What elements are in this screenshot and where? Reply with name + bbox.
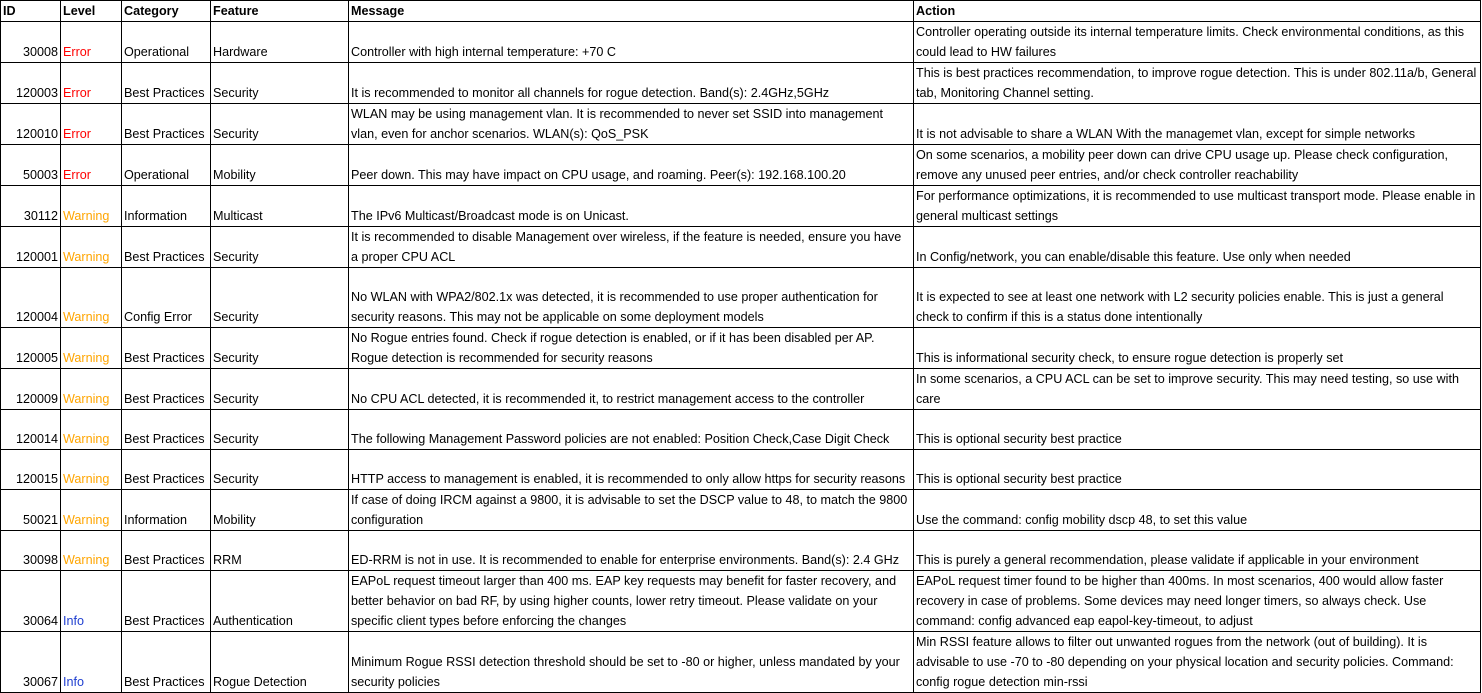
cell-level[interactable]: Info — [61, 632, 122, 693]
table-row — [1, 450, 1481, 490]
table-row — [1, 328, 1481, 369]
cell-category[interactable]: Best Practices — [122, 410, 211, 450]
cell-action[interactable]: On some scenarios, a mobility peer down can drive CPU usage up. Please check configuration, remove any unused peer entries, and/or check controller reachability — [914, 145, 1481, 186]
cell-id[interactable]: 120005 — [1, 328, 61, 369]
cell-level[interactable]: Warning — [61, 410, 122, 450]
cell-action[interactable]: In Config/network, you can enable/disable this feature. Use only when needed — [914, 227, 1481, 268]
cell-category[interactable]: Best Practices — [122, 632, 211, 693]
cell-action[interactable]: Use the command: config mobility dscp 48, to set this value — [914, 490, 1481, 531]
cell-feature[interactable]: Security — [211, 410, 349, 450]
cell-id[interactable]: 120004 — [1, 268, 61, 328]
cell-feature[interactable]: Mobility — [211, 490, 349, 531]
table-row — [1, 186, 1481, 227]
cell-level[interactable]: Error — [61, 104, 122, 145]
cell-action[interactable]: In some scenarios, a CPU ACL can be set to improve security. This may need testing, so use with care — [914, 369, 1481, 410]
cell-level[interactable]: Error — [61, 63, 122, 104]
table-row — [1, 268, 1481, 328]
cell-category[interactable]: Operational — [122, 145, 211, 186]
cell-action[interactable]: EAPoL request timer found to be higher than 400ms. In most scenarios, 400 would allow faster recovery in case of problems. Some devices may need longer timers, so always check. Use command: config advanced eap eapol-key-timeout, to adjust — [914, 571, 1481, 632]
cell-feature[interactable]: Security — [211, 268, 349, 328]
cell-feature[interactable]: Security — [211, 450, 349, 490]
cell-category[interactable]: Best Practices — [122, 531, 211, 571]
cell-action[interactable]: Min RSSI feature allows to filter out unwanted rogues from the network (out of building). It is advisable to use -70 to -80 depending on your physical location and security policies. Command: config rogue detection min-rssi — [914, 632, 1481, 693]
cell-message[interactable]: The following Management Password policies are not enabled: Position Check,Case Digit Check — [349, 410, 914, 450]
cell-action[interactable]: This is purely a general recommendation, please validate if applicable in your environment — [914, 531, 1481, 571]
cell-id[interactable]: 120009 — [1, 369, 61, 410]
cell-message[interactable]: EAPoL request timeout larger than 400 ms. EAP key requests may benefit for faster recovery, and better behavior on bad RF, by using higher counts, lower retry timeout. Please validate on your specific client types before enforcing the changes — [349, 571, 914, 632]
cell-message[interactable]: WLAN may be using management vlan. It is recommended to never set SSID into management vlan, even for anchor scenarios. WLAN(s): QoS_PSK — [349, 104, 914, 145]
cell-message[interactable]: Peer down. This may have impact on CPU usage, and roaming. Peer(s): 192.168.100.20 — [349, 145, 914, 186]
table-row — [1, 490, 1481, 531]
cell-action[interactable]: This is best practices recommendation, to improve rogue detection. This is under 802.11a/b, General tab, Monitoring Channel setting. — [914, 63, 1481, 104]
table-row — [1, 632, 1481, 693]
column-header-action[interactable]: Action — [914, 1, 1481, 22]
cell-feature[interactable]: RRM — [211, 531, 349, 571]
cell-level[interactable]: Warning — [61, 450, 122, 490]
cell-category[interactable]: Information — [122, 186, 211, 227]
cell-category[interactable]: Config Error — [122, 268, 211, 328]
cell-category[interactable]: Information — [122, 490, 211, 531]
cell-feature[interactable]: Rogue Detection — [211, 632, 349, 693]
table-body — [1, 22, 1481, 693]
cell-level[interactable]: Error — [61, 145, 122, 186]
cell-category[interactable]: Operational — [122, 22, 211, 63]
cell-action[interactable]: This is optional security best practice — [914, 450, 1481, 490]
cell-id[interactable]: 120001 — [1, 227, 61, 268]
cell-action[interactable]: It is expected to see at least one network with L2 security policies enable. This is just a general check to confirm if this is a status done intentionally — [914, 268, 1481, 328]
column-header-id[interactable]: ID — [1, 1, 61, 22]
table-row — [1, 227, 1481, 268]
cell-id[interactable]: 30067 — [1, 632, 61, 693]
cell-id[interactable]: 50003 — [1, 145, 61, 186]
table-row — [1, 145, 1481, 186]
cell-category[interactable]: Best Practices — [122, 328, 211, 369]
cell-category[interactable]: Best Practices — [122, 571, 211, 632]
cell-id[interactable]: 120015 — [1, 450, 61, 490]
column-header-level[interactable]: Level — [61, 1, 122, 22]
cell-feature[interactable]: Security — [211, 63, 349, 104]
cell-message[interactable]: It is recommended to monitor all channels for rogue detection. Band(s): 2.4GHz,5GHz — [349, 63, 914, 104]
cell-feature[interactable]: Authentication — [211, 571, 349, 632]
cell-id[interactable]: 30064 — [1, 571, 61, 632]
cell-id[interactable]: 30112 — [1, 186, 61, 227]
cell-action[interactable]: For performance optimizations, it is recommended to use multicast transport mode. Please enable in general multicast settings — [914, 186, 1481, 227]
cell-message[interactable]: Controller with high internal temperature: +70 C — [349, 22, 914, 63]
cell-feature[interactable]: Security — [211, 104, 349, 145]
cell-id[interactable]: 120014 — [1, 410, 61, 450]
cell-feature[interactable]: Multicast — [211, 186, 349, 227]
cell-feature[interactable]: Security — [211, 369, 349, 410]
column-header-message[interactable]: Message — [349, 1, 914, 22]
cell-category[interactable]: Best Practices — [122, 450, 211, 490]
table-row — [1, 571, 1481, 632]
cell-message[interactable]: No Rogue entries found. Check if rogue detection is enabled, or if it has been disabled per AP. Rogue detection is recommended for security reasons — [349, 328, 914, 369]
cell-level[interactable]: Warning — [61, 531, 122, 571]
cell-id[interactable]: 120003 — [1, 63, 61, 104]
cell-category[interactable]: Best Practices — [122, 227, 211, 268]
table-row — [1, 531, 1481, 571]
header-row — [1, 1, 1481, 22]
table-row — [1, 63, 1481, 104]
cell-message[interactable]: No WLAN with WPA2/802.1x was detected, it is recommended to use proper authentication for security reasons. This may not be applicable on some deployment models — [349, 268, 914, 328]
cell-feature[interactable]: Security — [211, 227, 349, 268]
cell-action[interactable]: This is optional security best practice — [914, 410, 1481, 450]
cell-category[interactable]: Best Practices — [122, 369, 211, 410]
cell-level[interactable]: Warning — [61, 186, 122, 227]
table-row — [1, 104, 1481, 145]
cell-action[interactable]: This is informational security check, to ensure rogue detection is properly set — [914, 328, 1481, 369]
table-row — [1, 22, 1481, 63]
table-row — [1, 410, 1481, 450]
cell-id[interactable]: 30008 — [1, 22, 61, 63]
cell-action[interactable]: Controller operating outside its internal temperature limits. Check environmental conditions, as this could lead to HW failures — [914, 22, 1481, 63]
cell-id[interactable]: 120010 — [1, 104, 61, 145]
cell-message[interactable]: ED-RRM is not in use. It is recommended to enable for enterprise environments. Band(s): 2.4 GHz — [349, 531, 914, 571]
cell-feature[interactable]: Mobility — [211, 145, 349, 186]
cell-message[interactable]: HTTP access to management is enabled, it is recommended to only allow https for security reasons — [349, 450, 914, 490]
cell-message[interactable]: Minimum Rogue RSSI detection threshold should be set to -80 or higher, unless mandated by your security policies — [349, 632, 914, 693]
cell-level[interactable]: Info — [61, 571, 122, 632]
cell-level[interactable]: Warning — [61, 227, 122, 268]
cell-message[interactable]: If case of doing IRCM against a 9800, it is advisable to set the DSCP value to 48, to match the 9800 configuration — [349, 490, 914, 531]
cell-level[interactable]: Error — [61, 22, 122, 63]
cell-category[interactable]: Best Practices — [122, 63, 211, 104]
cell-message[interactable]: No CPU ACL detected, it is recommended it, to restrict management access to the controller — [349, 369, 914, 410]
cell-message[interactable]: It is recommended to disable Management over wireless, if the feature is needed, ensure you have a proper CPU ACL — [349, 227, 914, 268]
table-row — [1, 369, 1481, 410]
cell-level[interactable]: Warning — [61, 369, 122, 410]
cell-id[interactable]: 50021 — [1, 490, 61, 531]
cell-category[interactable]: Best Practices — [122, 104, 211, 145]
cell-feature[interactable]: Hardware — [211, 22, 349, 63]
cell-action[interactable]: It is not advisable to share a WLAN With the managemet vlan, except for simple networks — [914, 104, 1481, 145]
cell-level[interactable]: Warning — [61, 328, 122, 369]
cell-id[interactable]: 30098 — [1, 531, 61, 571]
cell-feature[interactable]: Security — [211, 328, 349, 369]
cell-level[interactable]: Warning — [61, 490, 122, 531]
column-header-feature[interactable]: Feature — [211, 1, 349, 22]
column-header-category[interactable]: Category — [122, 1, 211, 22]
cell-message[interactable]: The IPv6 Multicast/Broadcast mode is on Unicast. — [349, 186, 914, 227]
cell-level[interactable]: Warning — [61, 268, 122, 328]
